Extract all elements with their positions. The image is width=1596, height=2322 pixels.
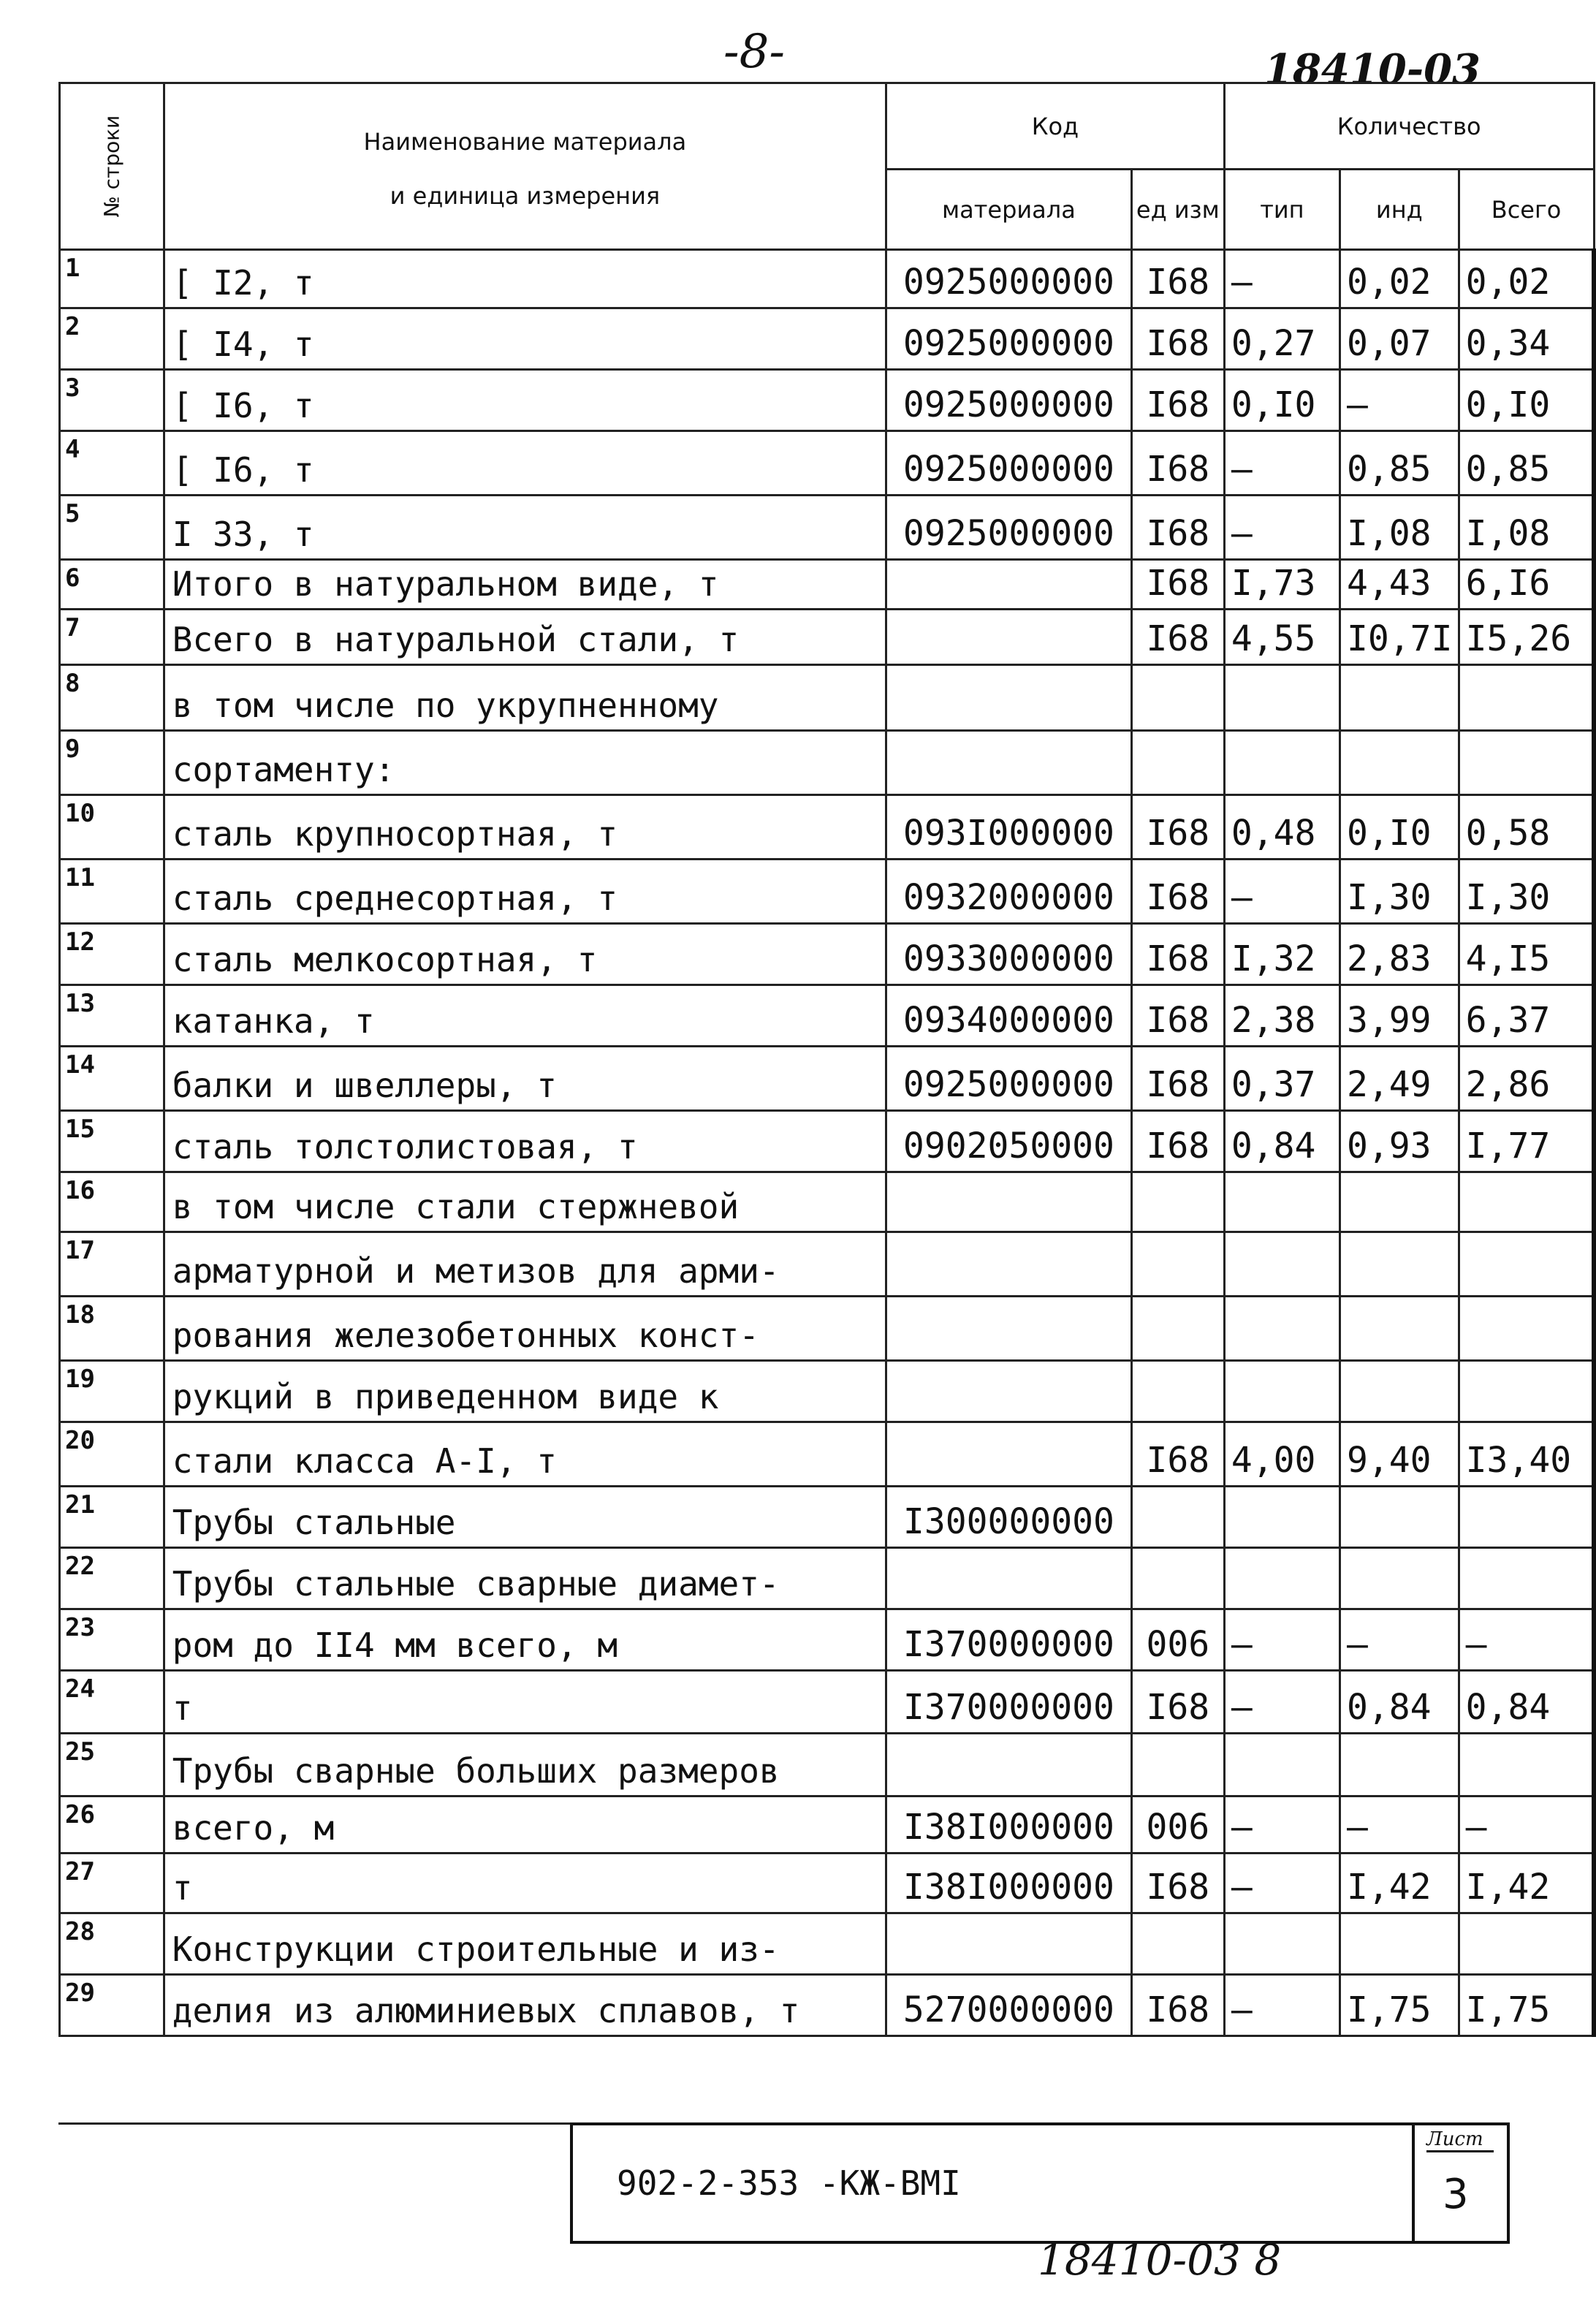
material-name: рования железобетонных конст- [164, 1297, 886, 1361]
material-code [886, 1913, 1132, 1975]
qty-total [1459, 1297, 1594, 1361]
unit-code: I68 [1131, 308, 1224, 370]
table-row [60, 1609, 1595, 1671]
unit-code: I68 [1131, 1422, 1224, 1487]
unit-code: I68 [1131, 560, 1224, 610]
header-qty-total: Всего [1459, 170, 1594, 250]
material-code: 0925000000 [886, 370, 1132, 431]
qty-total: I3,40 [1459, 1422, 1594, 1487]
row-number: 7 [60, 610, 164, 665]
row-number: 14 [60, 1047, 164, 1111]
table-row [60, 860, 1595, 924]
qty-typ: 0,84 [1224, 1111, 1340, 1172]
table-row [60, 1232, 1595, 1297]
material-code [886, 1361, 1132, 1422]
table-row [60, 1854, 1595, 1913]
material-code: 0932000000 [886, 860, 1132, 924]
material-code: 0925000000 [886, 308, 1132, 370]
row-number: 1 [60, 250, 164, 308]
qty-ind [1340, 1361, 1459, 1422]
material-name: делия из алюминиевых сплавов, т [164, 1975, 886, 2036]
table-row [60, 731, 1595, 795]
qty-ind: I,08 [1340, 496, 1459, 560]
qty-total [1459, 1548, 1594, 1609]
qty-total [1459, 731, 1594, 795]
qty-ind [1340, 1913, 1459, 1975]
table-row [60, 250, 1595, 308]
table-row [60, 1548, 1595, 1609]
material-code: 093I000000 [886, 795, 1132, 860]
sheet-label: Лист [1426, 2128, 1494, 2152]
qty-typ: – [1224, 1854, 1340, 1913]
material-code: I38I000000 [886, 1854, 1132, 1913]
title-block-stamp [570, 2122, 1510, 2244]
unit-code [1131, 1297, 1224, 1361]
table-row [60, 496, 1595, 560]
unit-code: I68 [1131, 1671, 1224, 1734]
unit-code: I68 [1131, 431, 1224, 496]
material-name: катанка, т [164, 985, 886, 1047]
qty-typ: – [1224, 1671, 1340, 1734]
table-row [60, 1796, 1595, 1854]
qty-typ [1224, 1734, 1340, 1796]
qty-typ [1224, 1172, 1340, 1232]
qty-ind [1340, 1734, 1459, 1796]
table-row [60, 924, 1595, 985]
table-row [60, 1671, 1595, 1734]
qty-typ: – [1224, 860, 1340, 924]
row-number: 3 [60, 370, 164, 431]
unit-code: I68 [1131, 985, 1224, 1047]
row-number: 13 [60, 985, 164, 1047]
qty-typ: – [1224, 1975, 1340, 2036]
material-code: 0902050000 [886, 1111, 1132, 1172]
qty-total: I,08 [1459, 496, 1594, 560]
material-name: сталь толстолистовая, т [164, 1111, 886, 1172]
qty-typ [1224, 1297, 1340, 1361]
row-number: 2 [60, 308, 164, 370]
material-name: Трубы сварные больших размеров [164, 1734, 886, 1796]
unit-code [1131, 1232, 1224, 1297]
unit-code: 006 [1131, 1609, 1224, 1671]
qty-typ: 0,I0 [1224, 370, 1340, 431]
row-number: 22 [60, 1548, 164, 1609]
qty-total: 2,86 [1459, 1047, 1594, 1111]
unit-code: I68 [1131, 860, 1224, 924]
material-code [886, 1734, 1132, 1796]
material-name: сталь среднесортная, т [164, 860, 886, 924]
material-code: 0925000000 [886, 250, 1132, 308]
qty-ind [1340, 1232, 1459, 1297]
row-number: 6 [60, 560, 164, 610]
qty-typ: – [1224, 431, 1340, 496]
qty-typ [1224, 731, 1340, 795]
unit-code: I68 [1131, 250, 1224, 308]
qty-total: 0,84 [1459, 1671, 1594, 1734]
qty-ind: 0,02 [1340, 250, 1459, 308]
unit-code: I68 [1131, 924, 1224, 985]
row-number: 18 [60, 1297, 164, 1361]
qty-ind [1340, 1548, 1459, 1609]
qty-ind: I,75 [1340, 1975, 1459, 2036]
row-number: 15 [60, 1111, 164, 1172]
material-code [886, 1548, 1132, 1609]
table-row [60, 610, 1595, 665]
header-code-unit: ед изм [1131, 170, 1224, 250]
qty-typ: 4,00 [1224, 1422, 1340, 1487]
qty-total [1459, 665, 1594, 731]
qty-ind: 2,49 [1340, 1047, 1459, 1111]
material-name: сортаменту: [164, 731, 886, 795]
qty-total: I,75 [1459, 1975, 1594, 2036]
row-number: 25 [60, 1734, 164, 1796]
qty-total [1459, 1913, 1594, 1975]
row-number: 27 [60, 1854, 164, 1913]
row-number: 16 [60, 1172, 164, 1232]
unit-code: I68 [1131, 1854, 1224, 1913]
qty-total [1459, 1172, 1594, 1232]
material-code [886, 610, 1132, 665]
table-row [60, 560, 1595, 610]
unit-code [1131, 1913, 1224, 1975]
row-number: 20 [60, 1422, 164, 1487]
material-name: Всего в натуральной стали, т [164, 610, 886, 665]
qty-total: 0,58 [1459, 795, 1594, 860]
table-row [60, 1297, 1595, 1361]
row-number: 11 [60, 860, 164, 924]
unit-code: I68 [1131, 1975, 1224, 2036]
qty-typ [1224, 1548, 1340, 1609]
qty-typ [1224, 665, 1340, 731]
qty-ind [1340, 665, 1459, 731]
material-name: [ I2, т [164, 250, 886, 308]
table-row [60, 431, 1595, 496]
qty-typ: 0,48 [1224, 795, 1340, 860]
qty-ind: 0,07 [1340, 308, 1459, 370]
page-number: -8- [723, 25, 785, 79]
qty-typ: 0,37 [1224, 1047, 1340, 1111]
qty-typ: – [1224, 1796, 1340, 1854]
qty-typ [1224, 1361, 1340, 1422]
qty-ind [1340, 1297, 1459, 1361]
qty-typ: – [1224, 1609, 1340, 1671]
qty-total [1459, 1734, 1594, 1796]
table-row [60, 1172, 1595, 1232]
unit-code [1131, 1361, 1224, 1422]
sheet-box [1412, 2125, 1507, 2244]
qty-typ: 4,55 [1224, 610, 1340, 665]
qty-typ: 0,27 [1224, 308, 1340, 370]
qty-typ: 2,38 [1224, 985, 1340, 1047]
table-row [60, 795, 1595, 860]
qty-total: I,77 [1459, 1111, 1594, 1172]
table-row [60, 308, 1595, 370]
qty-total: – [1459, 1609, 1594, 1671]
material-code [886, 1297, 1132, 1361]
unit-code [1131, 731, 1224, 795]
material-code [886, 665, 1132, 731]
qty-total: I,30 [1459, 860, 1594, 924]
unit-code: I68 [1131, 496, 1224, 560]
qty-ind: 0,85 [1340, 431, 1459, 496]
header-qty-ind: инд [1340, 170, 1459, 250]
qty-ind: – [1340, 1796, 1459, 1854]
table-row [60, 985, 1595, 1047]
material-code: 0933000000 [886, 924, 1132, 985]
row-number: 21 [60, 1487, 164, 1548]
material-code: 0925000000 [886, 496, 1132, 560]
unit-code [1131, 665, 1224, 731]
table-row [60, 1422, 1595, 1487]
qty-ind: 4,43 [1340, 560, 1459, 610]
qty-ind: – [1340, 370, 1459, 431]
material-name: [ I6, т [164, 431, 886, 496]
table-row [60, 370, 1595, 431]
qty-total: I5,26 [1459, 610, 1594, 665]
material-name: ром до II4 мм всего, м [164, 1609, 886, 1671]
material-spec-table [58, 82, 1596, 2037]
header-qty-typ: тип [1224, 170, 1340, 250]
row-number: 9 [60, 731, 164, 795]
material-code [886, 1422, 1132, 1487]
row-number: 28 [60, 1913, 164, 1975]
qty-ind: – [1340, 1609, 1459, 1671]
material-name: т [164, 1671, 886, 1734]
unit-code: I68 [1131, 1111, 1224, 1172]
row-number: 12 [60, 924, 164, 985]
table-row [60, 1975, 1595, 2036]
qty-total [1459, 1487, 1594, 1548]
material-code [886, 1172, 1132, 1232]
qty-typ [1224, 1487, 1340, 1548]
qty-ind: I0,7I [1340, 610, 1459, 665]
header-code-group: Код [886, 83, 1225, 170]
header-code-material: материала [886, 170, 1132, 250]
material-name: стали класса А-I, т [164, 1422, 886, 1487]
material-code [886, 731, 1132, 795]
qty-typ: – [1224, 496, 1340, 560]
material-code: I370000000 [886, 1671, 1132, 1734]
unit-code [1131, 1734, 1224, 1796]
material-name: арматурной и метизов для арми- [164, 1232, 886, 1297]
header-name: Наименование материала и единица измерения [164, 83, 886, 250]
material-name: всего, м [164, 1796, 886, 1854]
material-code: 0925000000 [886, 1047, 1132, 1111]
qty-total [1459, 1232, 1594, 1297]
qty-total: 0,02 [1459, 250, 1594, 308]
qty-ind: 9,40 [1340, 1422, 1459, 1487]
row-number: 4 [60, 431, 164, 496]
qty-ind [1340, 1172, 1459, 1232]
qty-typ: – [1224, 250, 1340, 308]
qty-typ [1224, 1913, 1340, 1975]
row-number: 24 [60, 1671, 164, 1734]
unit-code: I68 [1131, 610, 1224, 665]
unit-code: I68 [1131, 795, 1224, 860]
table-row [60, 1361, 1595, 1422]
unit-code: 006 [1131, 1796, 1224, 1854]
qty-typ: I,32 [1224, 924, 1340, 985]
doc-code-bottom: 18410-03 8 [1038, 2235, 1282, 2285]
header-row-no: № строки [60, 83, 164, 250]
material-code: I370000000 [886, 1609, 1132, 1671]
qty-total: – [1459, 1796, 1594, 1854]
table-row [60, 1734, 1595, 1796]
row-number: 10 [60, 795, 164, 860]
qty-ind [1340, 731, 1459, 795]
material-name: Конструкции строительные и из- [164, 1913, 886, 1975]
qty-ind: 2,83 [1340, 924, 1459, 985]
material-code: 0934000000 [886, 985, 1132, 1047]
sheet-number: 3 [1443, 2171, 1469, 2218]
material-code: 5270000000 [886, 1975, 1132, 2036]
unit-code [1131, 1172, 1224, 1232]
qty-total: 6,I6 [1459, 560, 1594, 610]
table-row [60, 665, 1595, 731]
material-code [886, 1232, 1132, 1297]
qty-total: 0,34 [1459, 308, 1594, 370]
material-code: I38I000000 [886, 1796, 1132, 1854]
material-code [886, 560, 1132, 610]
unit-code: I68 [1131, 370, 1224, 431]
table-row [60, 1047, 1595, 1111]
material-name: в том числе стали стержневой [164, 1172, 886, 1232]
material-name: Итого в натуральном виде, т [164, 560, 886, 610]
stamp-doc-code: 902-2-353 -КЖ-ВМI [617, 2163, 961, 2203]
header-row-1 [60, 83, 1595, 170]
table-row [60, 1487, 1595, 1548]
unit-code: I68 [1131, 1047, 1224, 1111]
table-row [60, 1913, 1595, 1975]
row-number: 5 [60, 496, 164, 560]
qty-total [1459, 1361, 1594, 1422]
qty-ind: 3,99 [1340, 985, 1459, 1047]
qty-total: 0,I0 [1459, 370, 1594, 431]
row-number: 8 [60, 665, 164, 731]
material-name: [ I6, т [164, 370, 886, 431]
unit-code [1131, 1487, 1224, 1548]
material-name: балки и швеллеры, т [164, 1047, 886, 1111]
qty-ind [1340, 1487, 1459, 1548]
row-number: 29 [60, 1975, 164, 2036]
qty-ind: 0,I0 [1340, 795, 1459, 860]
material-name: Трубы стальные сварные диамет- [164, 1548, 886, 1609]
qty-typ [1224, 1232, 1340, 1297]
qty-total: 4,I5 [1459, 924, 1594, 985]
material-code: 0925000000 [886, 431, 1132, 496]
unit-code [1131, 1548, 1224, 1609]
table-row [60, 1111, 1595, 1172]
row-number: 17 [60, 1232, 164, 1297]
qty-ind: 0,84 [1340, 1671, 1459, 1734]
bottom-empty-strip [58, 2083, 1510, 2125]
qty-typ: I,73 [1224, 560, 1340, 610]
doc-code-top: 18410-03 [1264, 45, 1481, 94]
material-name: сталь мелкосортная, т [164, 924, 886, 985]
qty-ind: I,30 [1340, 860, 1459, 924]
material-name: [ I4, т [164, 308, 886, 370]
material-name: в том числе по укрупненному [164, 665, 886, 731]
material-name: I 33, т [164, 496, 886, 560]
header-qty-group: Количество [1224, 83, 1594, 170]
material-name: Трубы стальные [164, 1487, 886, 1548]
material-name: сталь крупносортная, т [164, 795, 886, 860]
row-number: 19 [60, 1361, 164, 1422]
row-number: 23 [60, 1609, 164, 1671]
qty-total: 6,37 [1459, 985, 1594, 1047]
material-name: рукций в приведенном виде к [164, 1361, 886, 1422]
qty-ind: I,42 [1340, 1854, 1459, 1913]
qty-ind: 0,93 [1340, 1111, 1459, 1172]
qty-total: I,42 [1459, 1854, 1594, 1913]
row-number: 26 [60, 1796, 164, 1854]
material-code: I300000000 [886, 1487, 1132, 1548]
qty-total: 0,85 [1459, 431, 1594, 496]
material-name: т [164, 1854, 886, 1913]
